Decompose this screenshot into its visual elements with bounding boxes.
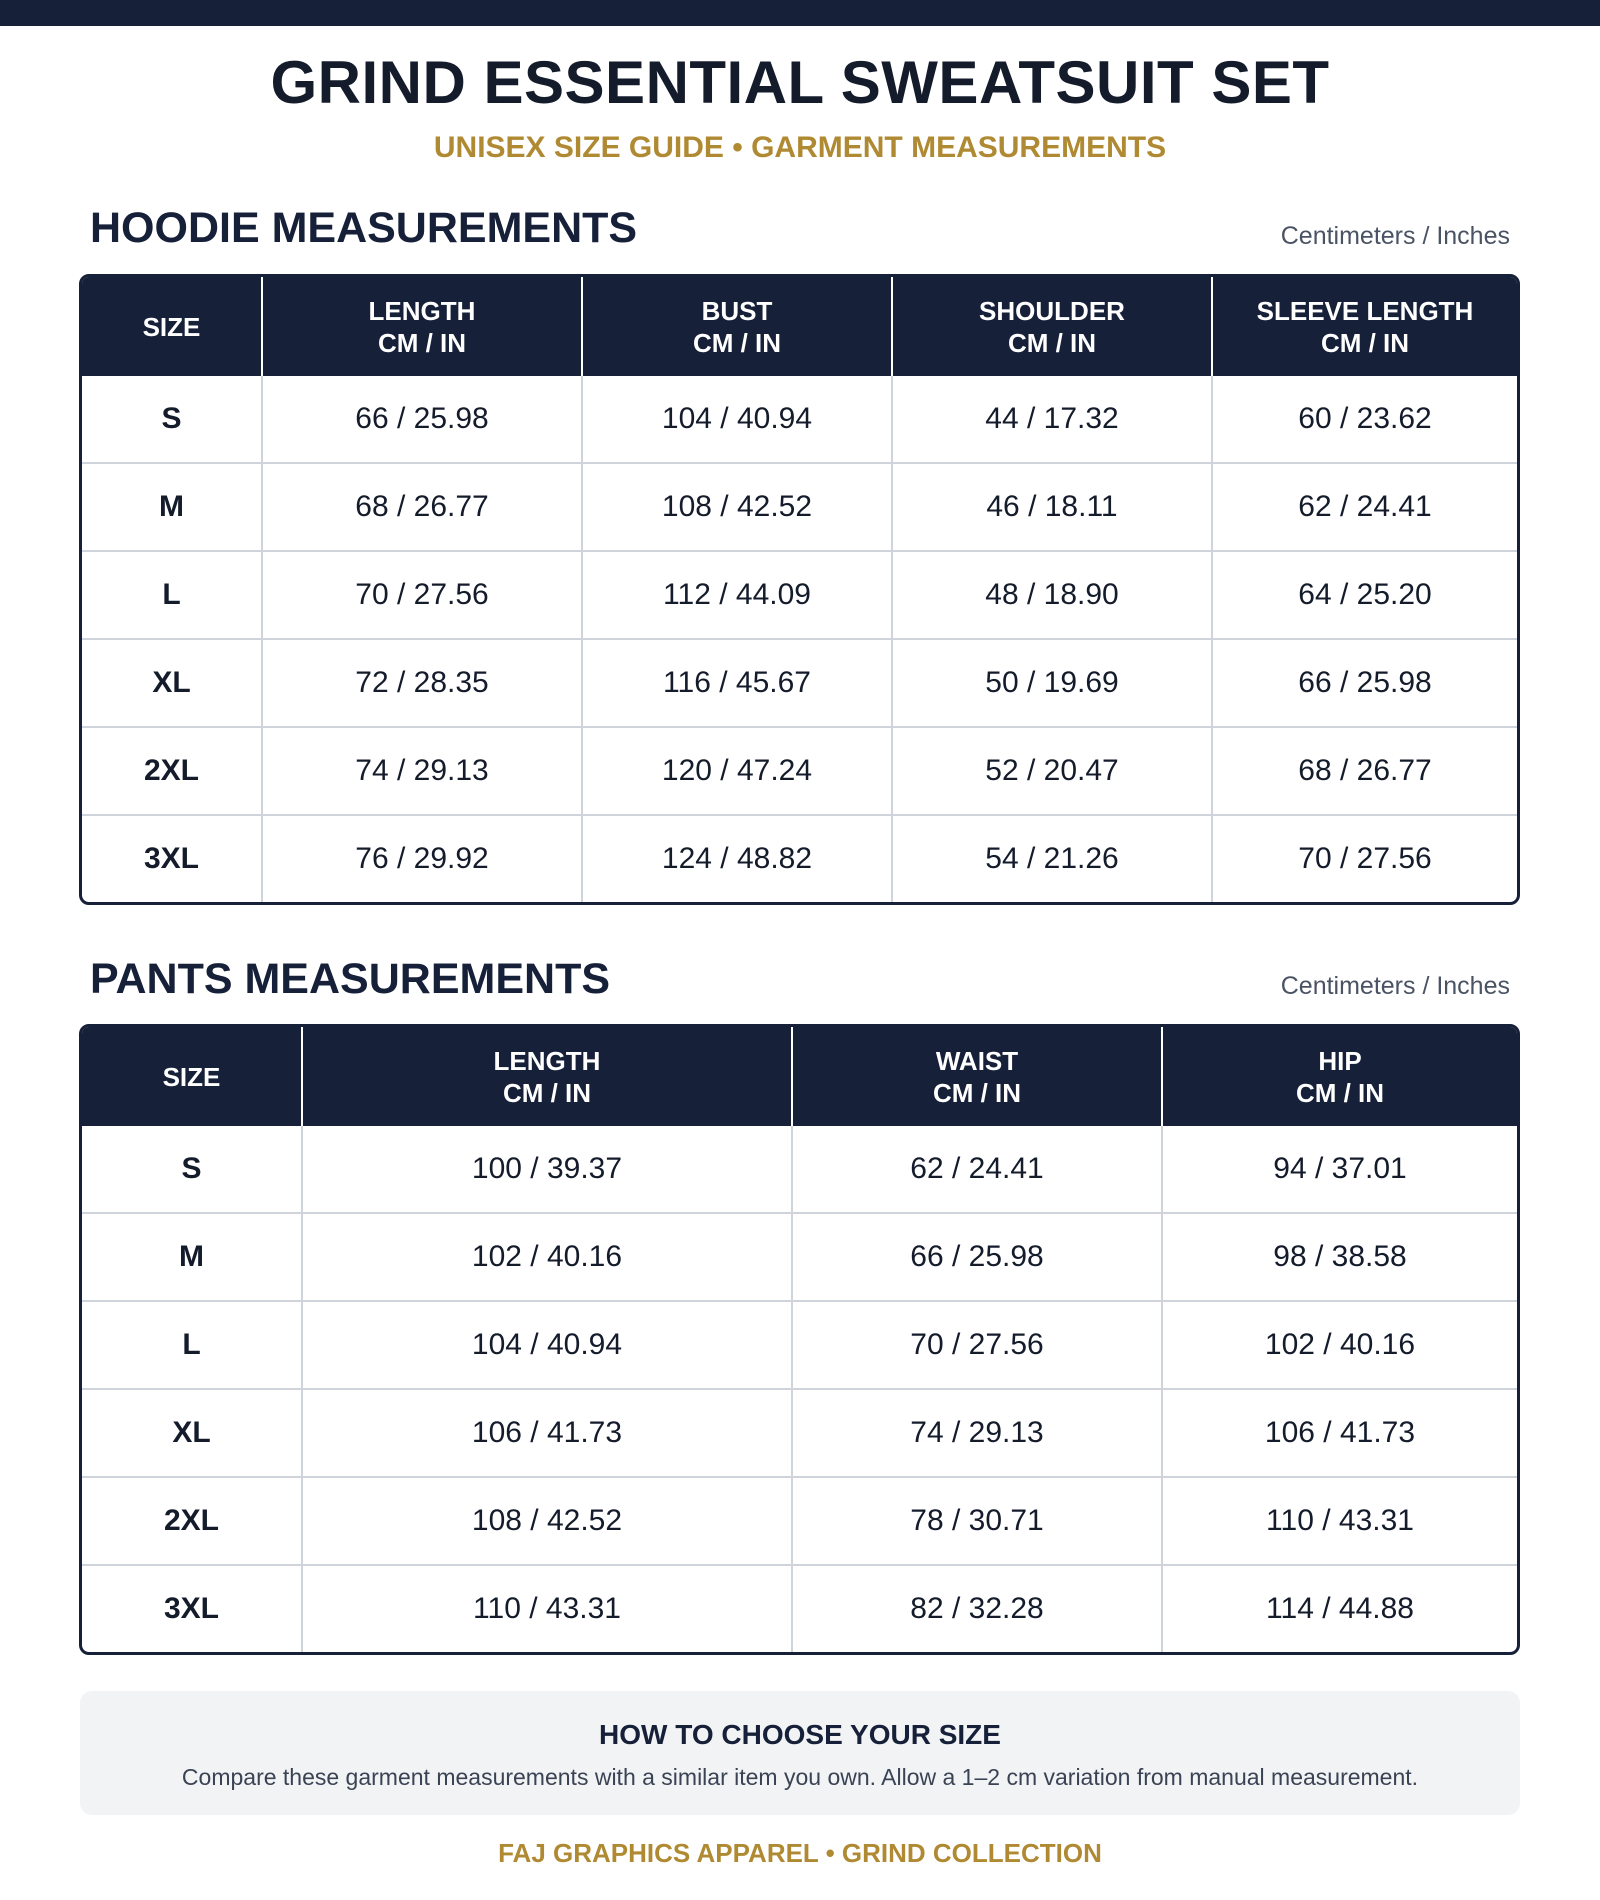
- table-cell: 82 / 32.28: [792, 1565, 1162, 1652]
- size-tip-text: Compare these garment measurements with a similar item you own. Allow a 1–2 cm variation from manual measurement.: [181, 1764, 1419, 1790]
- table-cell: 50 / 19.69: [892, 639, 1212, 727]
- pants-units-note: Centimeters / Inches: [1280, 972, 1510, 1000]
- table-cell: 106 / 41.73: [1162, 1389, 1517, 1477]
- table-cell: 68 / 26.77: [1212, 727, 1517, 815]
- size-cell: XL: [82, 639, 262, 727]
- table-cell: 116 / 45.67: [582, 639, 892, 727]
- table-row: [82, 1565, 1517, 1652]
- hoodie-section-title: HOODIE MEASUREMENTS: [90, 204, 638, 252]
- table-cell: 66 / 25.98: [262, 376, 582, 463]
- table-cell: 76 / 29.92: [262, 815, 582, 902]
- table-cell: 124 / 48.82: [582, 815, 892, 902]
- table-row: [82, 639, 1517, 727]
- table-cell: 102 / 40.16: [1162, 1301, 1517, 1389]
- table-row: [82, 1213, 1517, 1301]
- pants-header-row: [82, 1027, 1517, 1126]
- table-cell: 62 / 24.41: [1212, 463, 1517, 551]
- table-cell: 66 / 25.98: [1212, 639, 1517, 727]
- top-accent-bar: [0, 0, 1600, 26]
- hoodie-col-sleeve-length: SLEEVE LENGTH CM / IN: [1212, 277, 1517, 376]
- table-row: [82, 1301, 1517, 1389]
- size-cell: 3XL: [82, 1565, 302, 1652]
- size-cell: 3XL: [82, 815, 262, 902]
- table-cell: 110 / 43.31: [1162, 1477, 1517, 1565]
- table-cell: 74 / 29.13: [262, 727, 582, 815]
- table-cell: 54 / 21.26: [892, 815, 1212, 902]
- pants-col-size: SIZE: [82, 1027, 302, 1126]
- table-cell: 120 / 47.24: [582, 727, 892, 815]
- hoodie-col-length: LENGTH CM / IN: [262, 277, 582, 376]
- hoodie-header-row: [82, 277, 1517, 376]
- size-cell: M: [82, 1213, 302, 1301]
- size-tip-title: HOW TO CHOOSE YOUR SIZE: [599, 1719, 1001, 1750]
- table-row: [82, 1477, 1517, 1565]
- hoodie-col-shoulder: SHOULDER CM / IN: [892, 277, 1212, 376]
- table-row: [82, 815, 1517, 902]
- page-subtitle: UNISEX SIZE GUIDE • GARMENT MEASUREMENTS: [433, 131, 1167, 164]
- pants-col-hip: HIP CM / IN: [1162, 1027, 1517, 1126]
- table-cell: 74 / 29.13: [792, 1389, 1162, 1477]
- table-cell: 102 / 40.16: [302, 1213, 792, 1301]
- table-cell: 60 / 23.62: [1298, 402, 1432, 435]
- pants-col-length: LENGTH CM / IN: [302, 1027, 792, 1126]
- table-row: [82, 463, 1517, 551]
- size-cell: L: [82, 551, 262, 639]
- table-cell: 70 / 27.56: [1212, 815, 1517, 902]
- table-cell: 78 / 30.71: [792, 1477, 1162, 1565]
- table-cell: 114 / 44.88: [1162, 1565, 1517, 1652]
- table-cell: 94 / 37.01: [1273, 1152, 1407, 1185]
- table-cell: 104 / 40.94: [302, 1301, 792, 1389]
- table-cell: 52 / 20.47: [892, 727, 1212, 815]
- pants-section-title: PANTS MEASUREMENTS: [90, 955, 611, 1003]
- table-cell: 70 / 27.56: [792, 1301, 1162, 1389]
- table-cell: 100 / 39.37: [302, 1126, 792, 1213]
- table-row: [82, 1389, 1517, 1477]
- hoodie-col-bust: BUST CM / IN: [582, 277, 892, 376]
- table-cell: 98 / 38.58: [1162, 1213, 1517, 1301]
- table-cell: 44 / 17.32: [892, 376, 1212, 463]
- table-cell: 112 / 44.09: [582, 551, 892, 639]
- size-cell: 2XL: [82, 1477, 302, 1565]
- size-tip-box: [80, 1691, 1520, 1815]
- size-cell: S: [82, 1126, 302, 1213]
- table-row: [82, 1126, 1517, 1213]
- size-cell: M: [82, 463, 262, 551]
- table-cell: 66 / 25.98: [792, 1213, 1162, 1301]
- table-cell: 106 / 41.73: [302, 1389, 792, 1477]
- size-cell: XL: [82, 1389, 302, 1477]
- size-cell: L: [82, 1301, 302, 1389]
- table-cell: 104 / 40.94: [582, 376, 892, 463]
- table-cell: 64 / 25.20: [1212, 551, 1517, 639]
- brand-footer: FAJ GRAPHICS APPAREL • GRIND COLLECTION: [498, 1838, 1102, 1868]
- table-row: [82, 551, 1517, 639]
- table-cell: 62 / 24.41: [792, 1126, 1162, 1213]
- pants-table: [79, 1024, 1520, 1655]
- table-cell: 48 / 18.90: [892, 551, 1212, 639]
- table-cell: 108 / 42.52: [582, 463, 892, 551]
- hoodie-table: [79, 274, 1520, 905]
- size-cell: 2XL: [82, 727, 262, 815]
- size-cell: S: [82, 376, 262, 463]
- table-cell: 110 / 43.31: [302, 1565, 792, 1652]
- pants-col-waist: WAIST CM / IN: [792, 1027, 1162, 1126]
- hoodie-units-note: Centimeters / Inches: [1280, 222, 1510, 250]
- table-cell: 68 / 26.77: [262, 463, 582, 551]
- hoodie-col-size: SIZE: [82, 277, 262, 376]
- table-cell: 72 / 28.35: [262, 639, 582, 727]
- table-cell: 70 / 27.56: [262, 551, 582, 639]
- table-cell: 46 / 18.11: [892, 463, 1212, 551]
- page-title: GRIND ESSENTIAL SWEATSUIT SET: [270, 49, 1330, 116]
- table-cell: 108 / 42.52: [302, 1477, 792, 1565]
- table-row: [82, 727, 1517, 815]
- table-row: [82, 376, 1517, 463]
